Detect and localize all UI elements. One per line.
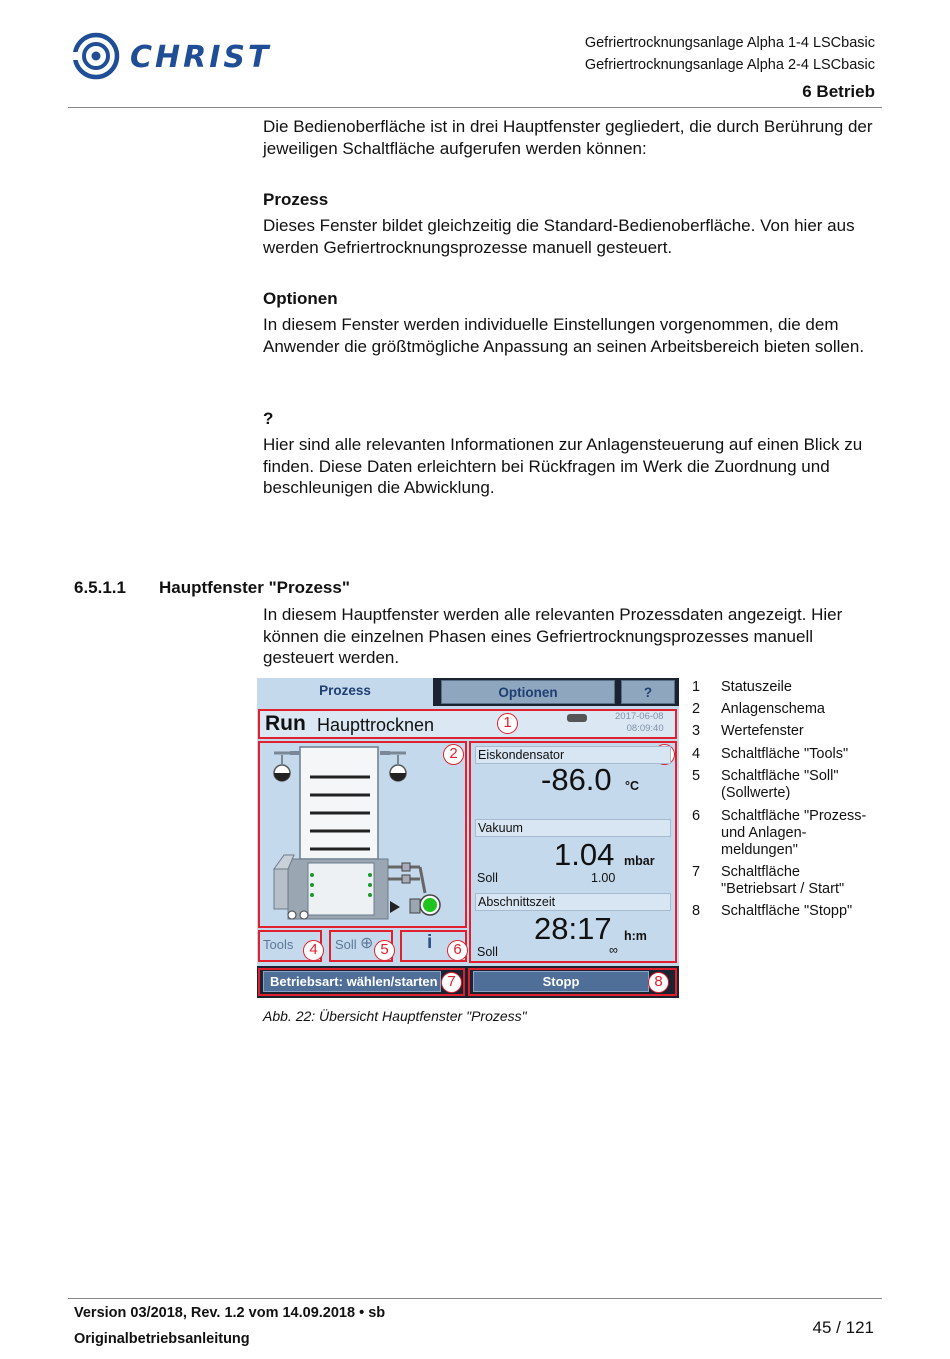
tab-help[interactable]: ? — [621, 680, 675, 704]
tab-prozess[interactable]: Prozess — [257, 678, 433, 706]
plant-schema — [258, 741, 467, 928]
status-time: 08:09:40 — [626, 723, 664, 734]
info-icon: i — [427, 932, 433, 953]
subsection-number: 6.5.1.1 — [74, 578, 126, 597]
soll-label-vacuum: Soll — [477, 871, 498, 885]
soll-label-section-time: Soll — [477, 945, 498, 959]
legend-text-7: Schaltfläche "Betriebsart / Start" — [721, 864, 845, 897]
status-mode: Run — [265, 712, 306, 735]
device-icon — [567, 714, 587, 722]
legend-text-5: Schaltfläche "Soll" (Sollwerte) — [721, 768, 839, 801]
value-section-time: 28:17 — [534, 911, 612, 946]
legend-number-8: 8 — [692, 903, 701, 919]
legend-number-1: 1 — [692, 679, 701, 695]
legend-text-8: Schaltfläche "Stopp" — [721, 903, 853, 919]
value-condenser: -86.0 — [541, 762, 612, 797]
status-datetime — [615, 711, 664, 735]
value-label-vacuum: Vakuum — [475, 819, 671, 837]
plus-circle-icon: ⊕ — [360, 935, 374, 952]
value-vacuum: 1.04 — [554, 837, 615, 872]
section-heading-help: ? — [263, 409, 274, 428]
legend-number-2: 2 — [692, 701, 701, 717]
callout-5: 5 — [374, 940, 395, 961]
subsection-title: Hauptfenster "Prozess" — [159, 578, 350, 597]
section-text-help: Hier sind alle relevanten Informationen zur Anlagensteuerung auf einen Blick zu finden. Diese Daten erleichtern bei Rückfragen im Werk die Zuordnung und beschleunigen die Abwicklung. — [263, 435, 863, 497]
legend-number-3: 3 — [692, 723, 701, 739]
value-label-condenser: Eiskondensator — [475, 746, 671, 764]
footer-version: Version 03/2018, Rev. 1.2 vom 14.09.2018 • sb — [74, 1305, 386, 1321]
brand-wordmark: CHRIST — [130, 40, 272, 75]
legend-text-6: Schaltfläche "Prozess- und Anlagen-meldungen" — [721, 808, 867, 858]
tab-optionen[interactable]: Optionen — [441, 680, 615, 704]
unit-section-time: h:m — [624, 929, 647, 943]
value-label-section-time: Abschnittszeit — [475, 893, 671, 911]
stop-button[interactable]: Stopp — [473, 971, 649, 992]
soll-button-label: Soll — [335, 937, 357, 952]
footer-document-type: Originalbetriebsanleitung — [74, 1331, 250, 1347]
callout-1: 1 — [497, 713, 518, 734]
unit-condenser: °C — [625, 779, 640, 793]
header-line-1: Gefriertrocknungsanlage Alpha 1-4 LSCbasic — [584, 35, 875, 51]
tools-button-label: Tools — [263, 937, 294, 952]
section-text-prozess: Dieses Fenster bildet gleichzeitig die Standard-Bedienoberfläche. Von hier aus werden Gefriertrocknungsprozesse manuell gesteuert. — [263, 216, 855, 257]
mode-start-button[interactable]: Betriebsart: wählen/starten — [263, 971, 441, 992]
section-heading-prozess: Prozess — [263, 190, 329, 209]
callout-6: 6 — [447, 940, 468, 961]
header-product-lines — [585, 32, 875, 76]
legend-number-4: 4 — [692, 746, 701, 762]
legend-number-5: 5 — [692, 768, 701, 784]
callout-4: 4 — [303, 940, 324, 961]
process-window-screenshot — [257, 678, 679, 998]
callout-2: 2 — [443, 744, 464, 765]
callout-7: 7 — [441, 972, 462, 993]
page-number: 45 / 121 — [812, 1318, 874, 1337]
status-date: 2017-06-08 — [615, 711, 664, 722]
soll-value-vacuum: 1.00 — [591, 871, 616, 885]
legend-number-6: 6 — [692, 808, 701, 824]
status-phase: Haupttrocknen — [317, 715, 435, 735]
footer-divider — [68, 1298, 882, 1299]
legend-text-2: Anlagenschema — [721, 701, 825, 717]
section-text-optionen: In diesem Fenster werden individuelle Einstellungen vorgenommen, die dem Anwender die größtmögliche Anpassung an seinen Arbeitsbereich bieten sollen. — [263, 315, 865, 356]
header-divider — [68, 107, 882, 108]
soll-value-section-time: ∞ — [609, 943, 618, 957]
callout-8: 8 — [648, 972, 669, 993]
legend-text-1: Statuszeile — [721, 679, 792, 695]
christ-logo — [72, 30, 317, 82]
section-heading-optionen: Optionen — [263, 289, 338, 308]
header-line-2: Gefriertrocknungsanlage Alpha 2-4 LSCbasic — [584, 57, 875, 73]
intro-paragraph: Die Bedienoberfläche ist in drei Hauptfenster gegliedert, die durch Berührung der jeweiligen Schaltfläche aufgerufen werden können: — [263, 117, 873, 158]
subsection-text: In diesem Hauptfenster werden alle relevanten Prozessdaten angezeigt. Hier können die einzelnen Phasen eines Gefriertrocknungsprozesses manuell gesteuert werden. — [263, 605, 843, 667]
unit-vacuum: mbar — [624, 854, 655, 868]
chapter-title: 6 Betrieb — [802, 82, 875, 101]
legend-text-3: Wertefenster — [721, 723, 804, 739]
legend-number-7: 7 — [692, 864, 701, 880]
legend-text-4: Schaltfläche "Tools" — [721, 746, 849, 762]
figure-caption: Abb. 22: Übersicht Hauptfenster "Prozess" — [263, 1008, 527, 1024]
plant-schema-diagram — [260, 743, 465, 926]
